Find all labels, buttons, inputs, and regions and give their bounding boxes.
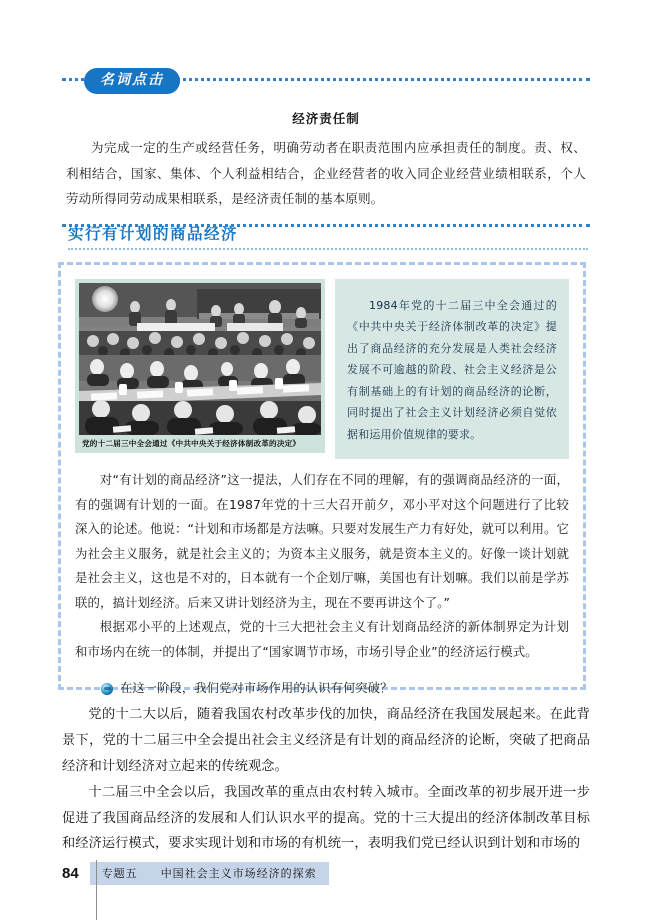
term-explanation-box xyxy=(62,72,590,227)
term-title: 经济责任制 xyxy=(292,111,360,126)
feature-box xyxy=(58,262,586,695)
section-heading xyxy=(68,222,588,250)
discussion-question-text: 在这一阶段，我们党对市场作用的认识有何突破？ xyxy=(120,680,393,695)
feature-paragraph-2: 根据邓小平的上述观点，党的十三大把社会主义有计划商品经济的新体制界定为计划和市场内在统一的体制，并提出了“国家调节市场，市场引导企业”的经济运行模式。 xyxy=(75,619,569,659)
section-heading-label: 实行有计划的商品经济 xyxy=(68,225,239,243)
highlight-card-text: 1984年党的十二届三中全会通过的《中共中央关于经济体制改革的决定》提出了商品经济的充分发展是人类社会经济发展不可逾越的阶段、社会主义经济是公有制基础上的有计划的商品经济的论断，同时提出了社会主义计划经济必须自觉依据和运用价值规律的要求。 xyxy=(347,299,557,441)
globe-icon xyxy=(101,683,113,695)
footer-spine-rule xyxy=(96,860,97,920)
footer-unit-band xyxy=(90,862,329,885)
feature-top-row xyxy=(75,279,569,459)
discussion-question xyxy=(75,679,569,697)
page-number: 84 xyxy=(62,865,79,882)
conference-photo-graphic xyxy=(79,283,321,435)
feature-paragraph-1: 对“有计划的商品经济”这一提法，人们存在不同的理解，有的强调商品经济的一面，有的强调有计划的一面。在1987年党的十三大召开前夕，邓小平对这个问题进行了比较深入的论述。他说：“计划和市场都是方法嘛。只要对发展生产力有好处，就可以利用。它为社会主义服务，就是社会主义的；为资本主义服务，就是资本主义的。好像一谈计划就是社会主义，这也是不对的，日本就有一个企划厅嘛，美国也有计划嘛。我们以前是学苏联的，搞计划经济。后来又讲计划经济为主，现在不要再讲这个了。” xyxy=(75,472,569,610)
body-paragraph-1: 党的十二大以后，随着我国农村改革步伐的加快，商品经济在我国发展起来。在此背景下，党的十二届三中全会提出社会主义经济是有计划的商品经济的论断，突破了把商品经济和计划经济对立起来的传统观念。 xyxy=(62,707,590,774)
footer-unit-title: 中国社会主义市场经济的探索 xyxy=(160,867,317,880)
term-body-text: 为完成一定的生产或经营任务，明确劳动者在职责范围内应承担责任的制度。责、权、利相结合，国家、集体、个人利益相结合，企业经营者的收入同企业经营业绩相联系，个人劳动所得同劳动成果相联系，是经济责任制的基本原则。 xyxy=(66,140,586,207)
photo-caption: 党的十二届三中全会通过《中共中央关于经济体制改革的决定》 xyxy=(82,439,301,448)
page-footer xyxy=(62,862,590,885)
footer-unit-label: 专题五 xyxy=(101,867,138,880)
photo-figure xyxy=(75,279,325,453)
body-text-block xyxy=(62,702,590,857)
highlight-card xyxy=(335,279,569,459)
body-paragraph-2: 十二届三中全会以后，我国改革的重点由农村转入城市。全面改革的初步展开进一步促进了我国商品经济的发展和人们认识水平的提高。党的十三大提出的经济体制改革目标和经济运行模式，要求实现计划和市场的有机统一，表明我们党已经认识到计划和市场的 xyxy=(62,784,590,852)
term-badge: 名词点击 xyxy=(84,68,180,94)
section-heading-rule xyxy=(68,248,588,250)
conference-photo xyxy=(79,283,321,435)
